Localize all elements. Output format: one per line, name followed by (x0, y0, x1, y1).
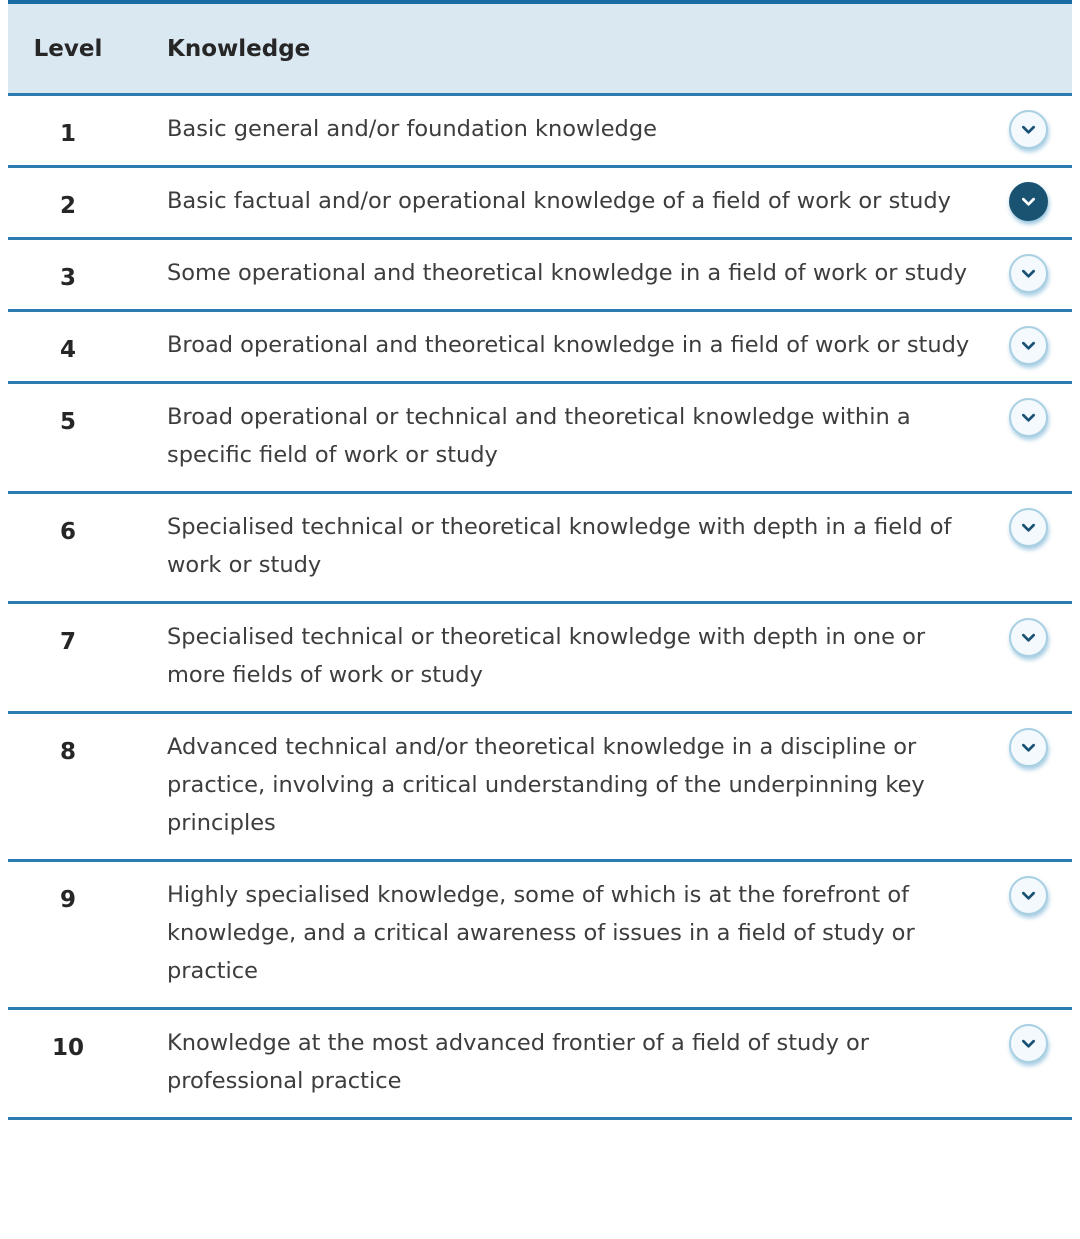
table-row (8, 96, 1072, 168)
knowledge-cell (128, 240, 988, 309)
expand-row-button[interactable] (1009, 1024, 1048, 1063)
level-cell (8, 494, 128, 551)
level-cell (8, 714, 128, 771)
chevron-down-icon (1019, 1034, 1038, 1053)
chevron-down-icon (1019, 336, 1038, 355)
level-number: 6 (59, 519, 76, 545)
table-body (8, 96, 1072, 1120)
column-header-level: Level (33, 35, 103, 62)
table-row (8, 862, 1072, 1010)
chevron-cell (988, 862, 1072, 915)
knowledge-cell (128, 862, 988, 1007)
expand-row-button[interactable] (1009, 110, 1048, 149)
expand-row-button[interactable] (1009, 398, 1048, 437)
knowledge-text: Specialised technical or theoretical knowledge with depth in a field of work or study (167, 514, 952, 578)
chevron-down-icon (1019, 192, 1038, 211)
knowledge-text: Some operational and theoretical knowledge in a field of work or study (167, 260, 968, 286)
expand-row-button[interactable] (1009, 254, 1048, 293)
chevron-cell (988, 96, 1072, 149)
level-number: 8 (59, 739, 76, 765)
knowledge-cell (128, 168, 988, 237)
chevron-cell (988, 168, 1072, 221)
expand-row-button[interactable] (1009, 508, 1048, 547)
chevron-cell (988, 384, 1072, 437)
knowledge-cell (128, 312, 988, 381)
knowledge-text: Basic factual and/or operational knowledge of a field of work or study (167, 188, 951, 214)
knowledge-text: Broad operational and theoretical knowledge in a field of work or study (167, 332, 970, 358)
knowledge-cell (128, 1010, 988, 1117)
knowledge-text: Specialised technical or theoretical knowledge with depth in one or more fields of work or study (167, 624, 926, 688)
chevron-cell (988, 1010, 1072, 1063)
chevron-cell (988, 604, 1072, 657)
knowledge-cell (128, 96, 988, 165)
level-cell (8, 168, 128, 225)
knowledge-text: Broad operational or technical and theoretical knowledge within a specific field of work or study (167, 404, 911, 468)
chevron-cell (988, 240, 1072, 293)
table-row (8, 604, 1072, 714)
chevron-down-icon (1019, 738, 1038, 757)
level-number: 7 (59, 629, 76, 655)
knowledge-cell (128, 604, 988, 711)
chevron-cell (988, 714, 1072, 767)
knowledge-text: Knowledge at the most advanced frontier of a field of study or professional practice (167, 1030, 870, 1094)
level-number: 5 (59, 409, 76, 435)
knowledge-text: Basic general and/or foundation knowledge (167, 116, 657, 142)
chevron-down-icon (1019, 120, 1038, 139)
chevron-down-icon (1019, 408, 1038, 427)
knowledge-cell (128, 714, 988, 859)
level-number: 3 (59, 265, 76, 291)
chevron-down-icon (1019, 518, 1038, 537)
level-cell (8, 384, 128, 441)
chevron-down-icon (1019, 628, 1038, 647)
knowledge-cell (128, 494, 988, 601)
table-row (8, 714, 1072, 862)
level-cell (8, 96, 128, 153)
chevron-down-icon (1019, 264, 1038, 283)
column-header-knowledge: Knowledge (167, 35, 311, 62)
level-cell (8, 1010, 128, 1067)
table-row (8, 384, 1072, 494)
expand-row-button[interactable] (1009, 182, 1048, 221)
chevron-cell (988, 312, 1072, 365)
knowledge-cell (128, 384, 988, 491)
table-row (8, 240, 1072, 312)
level-number: 1 (59, 121, 76, 147)
level-number: 2 (59, 193, 76, 219)
table-row (8, 168, 1072, 240)
table-header-row (8, 0, 1072, 96)
chevron-down-icon (1019, 886, 1038, 905)
level-cell (8, 862, 128, 919)
level-cell (8, 240, 128, 297)
knowledge-text: Advanced technical and/or theoretical knowledge in a discipline or practice, involving a critical understanding of the underpinning key principles (167, 734, 925, 836)
level-cell (8, 604, 128, 661)
knowledge-text: Highly specialised knowledge, some of which is at the forefront of knowledge, and a critical awareness of issues in a field of study or practice (167, 882, 915, 984)
table-row (8, 312, 1072, 384)
expand-row-button[interactable] (1009, 876, 1048, 915)
chevron-cell (988, 494, 1072, 547)
level-number: 4 (59, 337, 76, 363)
level-number: 9 (59, 887, 76, 913)
level-number: 10 (51, 1035, 84, 1061)
expand-row-button[interactable] (1009, 618, 1048, 657)
level-cell (8, 312, 128, 369)
expand-row-button[interactable] (1009, 728, 1048, 767)
expand-row-button[interactable] (1009, 326, 1048, 365)
table-row (8, 1010, 1072, 1120)
table-row (8, 494, 1072, 604)
